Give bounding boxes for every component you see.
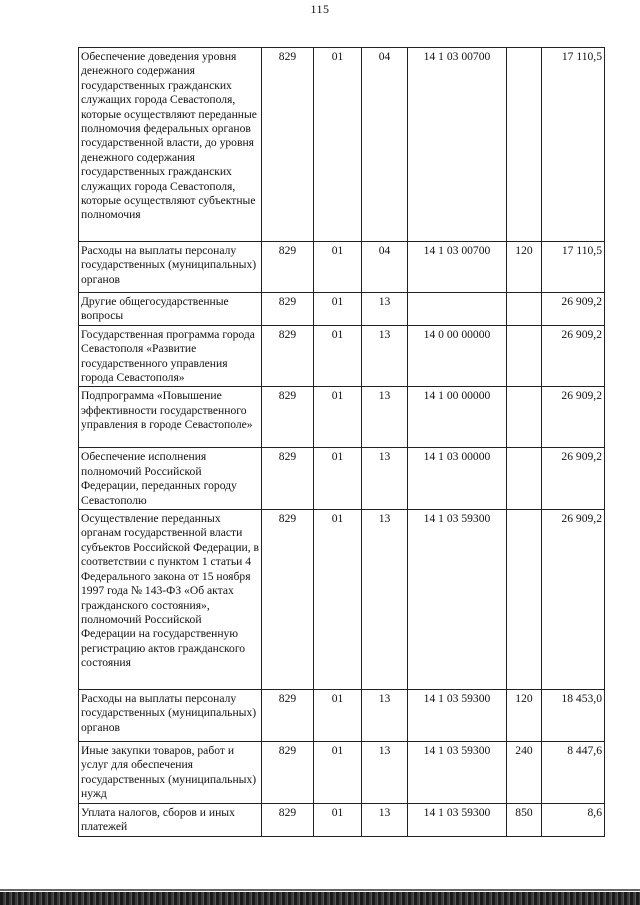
row-name: Обеспечение исполнения полномочий Российской Федерации, переданных городу Севастополю: [79, 448, 262, 510]
row-sum: 8 447,6: [542, 742, 605, 804]
row-ved: 829: [262, 510, 314, 690]
row-vr: 240: [507, 742, 542, 804]
row-ved: 829: [262, 48, 314, 242]
row-csr: 14 0 00 00000: [408, 325, 507, 387]
row-rz: 01: [314, 48, 362, 242]
budget-table: [78, 47, 605, 837]
row-vr: [507, 448, 542, 510]
row-ved: 829: [262, 387, 314, 448]
row-sum: 26 909,2: [542, 387, 605, 448]
row-rz: 01: [314, 742, 362, 804]
row-rz: 01: [314, 325, 362, 387]
table-row: [79, 510, 605, 690]
row-sum: 26 909,2: [542, 293, 605, 326]
row-name: Уплата налогов, сборов и иных платежей: [79, 804, 262, 837]
table-row: [79, 804, 605, 837]
table-row: [79, 690, 605, 742]
row-pr: 04: [362, 48, 408, 242]
row-rz: 01: [314, 242, 362, 293]
table-row: [79, 325, 605, 387]
table-row: [79, 48, 605, 242]
row-pr: 13: [362, 690, 408, 742]
row-rz: 01: [314, 804, 362, 837]
row-rz: 01: [314, 293, 362, 326]
table-row: [79, 742, 605, 804]
row-pr: 13: [362, 448, 408, 510]
row-csr: 14 1 03 59300: [408, 742, 507, 804]
row-sum: 17 110,5: [542, 242, 605, 293]
scan-edge-border: [0, 892, 640, 905]
table-row: [79, 293, 605, 326]
row-csr: 14 1 03 00700: [408, 48, 507, 242]
row-sum: 26 909,2: [542, 510, 605, 690]
row-pr: 13: [362, 325, 408, 387]
row-name: Подпрограмма «Повышение эффективности государственного управления в городе Севастополе»: [79, 387, 262, 448]
row-csr: 14 1 03 59300: [408, 510, 507, 690]
row-ved: 829: [262, 690, 314, 742]
row-rz: 01: [314, 448, 362, 510]
row-csr: 14 1 03 59300: [408, 690, 507, 742]
table-row: [79, 387, 605, 448]
row-csr: [408, 293, 507, 326]
row-sum: 18 453,0: [542, 690, 605, 742]
row-rz: 01: [314, 387, 362, 448]
row-vr: [507, 387, 542, 448]
row-vr: 120: [507, 242, 542, 293]
row-ved: 829: [262, 742, 314, 804]
row-vr: 850: [507, 804, 542, 837]
row-name: Осуществление переданных органам государственной власти субъектов Российской Федерации, в соответствии с пунктом 1 статьи 4 Федерального закона от 15 ноября 1997 года № 143-ФЗ «Об актах гражданского состояния», полномочий Российской Федерации на государственную регистрацию актов гражданского состояния: [79, 510, 262, 690]
row-pr: 13: [362, 387, 408, 448]
row-ved: 829: [262, 325, 314, 387]
table-row: [79, 242, 605, 293]
row-vr: [507, 510, 542, 690]
row-csr: 14 1 03 00700: [408, 242, 507, 293]
row-rz: 01: [314, 510, 362, 690]
row-name: Расходы на выплаты персоналу государственных (муниципальных) органов: [79, 242, 262, 293]
row-vr: [507, 48, 542, 242]
row-vr: 120: [507, 690, 542, 742]
row-name: Другие общегосударственные вопросы: [79, 293, 262, 326]
row-csr: 14 1 00 00000: [408, 387, 507, 448]
scan-edge-line: [0, 889, 640, 891]
row-csr: 14 1 03 00000: [408, 448, 507, 510]
row-sum: 26 909,2: [542, 448, 605, 510]
row-pr: 04: [362, 242, 408, 293]
row-name: Иные закупки товаров, работ и услуг для обеспечения государственных (муниципальных) нужд: [79, 742, 262, 804]
row-name: Обеспечение доведения уровня денежного содержания государственных гражданских служащих города Севастополя, которые осуществляют переданные полномочия федеральных органов государственной власти, до уровня денежного содержания государственных гражданских служащих города Севастополя, которые осуществляют субъектные полномочия: [79, 48, 262, 242]
row-ved: 829: [262, 448, 314, 510]
row-pr: 13: [362, 293, 408, 326]
page-number: 115: [310, 2, 330, 16]
row-pr: 13: [362, 510, 408, 690]
row-rz: 01: [314, 690, 362, 742]
row-name: Расходы на выплаты персоналу государственных (муниципальных) органов: [79, 690, 262, 742]
row-ved: 829: [262, 242, 314, 293]
row-ved: 829: [262, 293, 314, 326]
row-csr: 14 1 03 59300: [408, 804, 507, 837]
row-sum: 8,6: [542, 804, 605, 837]
row-ved: 829: [262, 804, 314, 837]
row-vr: [507, 293, 542, 326]
row-vr: [507, 325, 542, 387]
row-name: Государственная программа города Севастополя «Развитие государственного управления города Севастополя»: [79, 325, 262, 387]
row-sum: 26 909,2: [542, 325, 605, 387]
row-pr: 13: [362, 804, 408, 837]
row-sum: 17 110,5: [542, 48, 605, 242]
row-pr: 13: [362, 742, 408, 804]
table-row: [79, 448, 605, 510]
